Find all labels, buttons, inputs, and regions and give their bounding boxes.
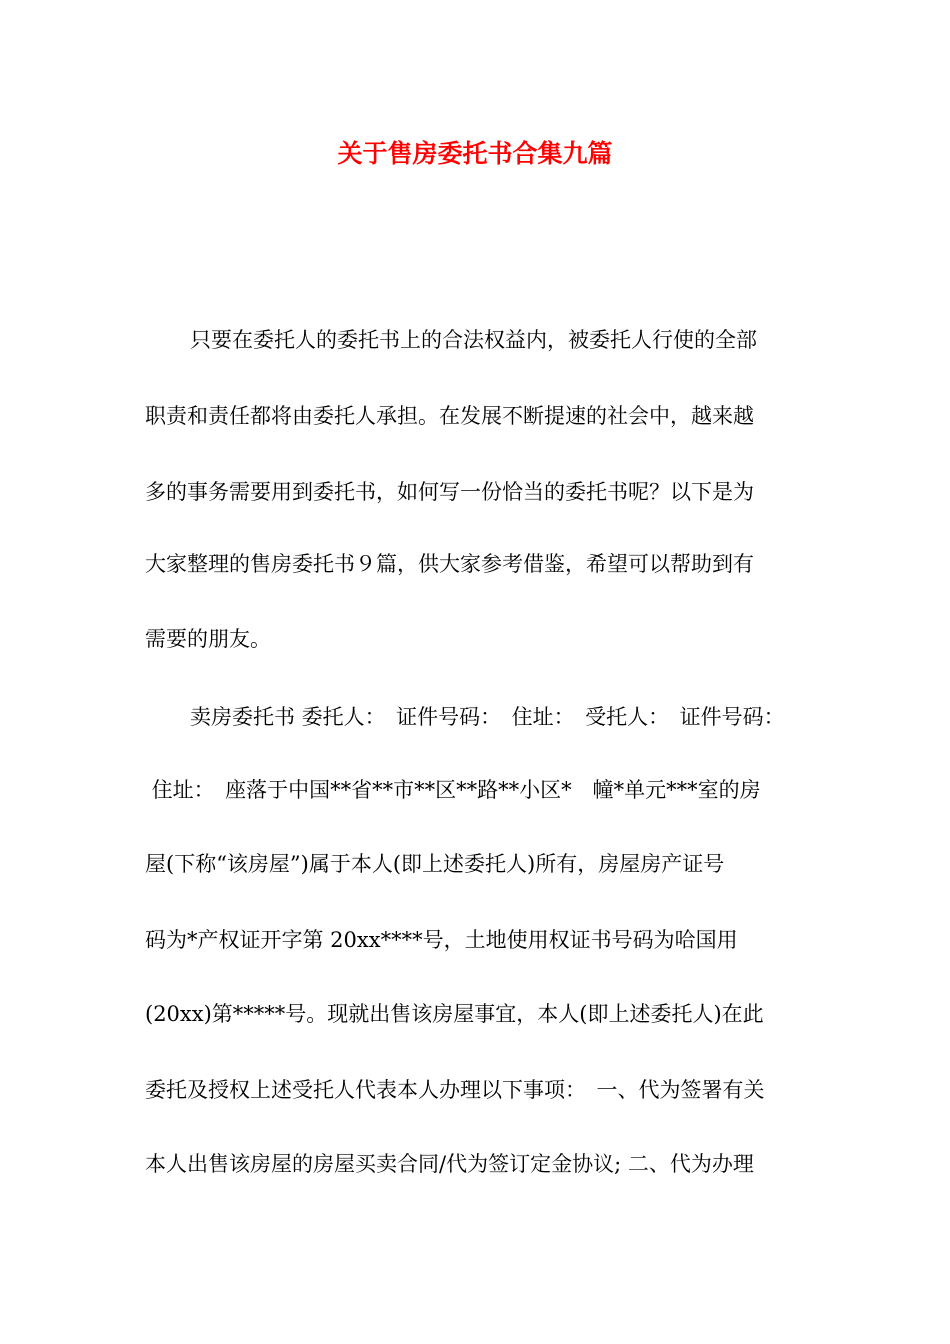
document-title: 关于售房委托书合集九篇 bbox=[337, 139, 613, 168]
paragraph-line: 屋(下称“该房屋”)属于本人(即上述委托人)所有，房屋房产证号 bbox=[145, 852, 725, 876]
paragraph-line: 只要在委托人的委托书上的合法权益内，被委托人行使的全部 bbox=[190, 328, 757, 352]
paragraph-line: 委托及授权上述受托人代表本人办理以下事项： 一、代为签署有关 bbox=[145, 1078, 765, 1102]
paragraph-line: 卖房委托书 委托人： 证件号码： 住址： 受托人： 证件号码： bbox=[190, 705, 785, 729]
paragraph-line: 住址： 座落于中国**省**市**区**路**小区* 幢*单元***室的房 bbox=[145, 778, 761, 802]
paragraph-line: (20xx)第*****号。现就出售该房屋事宜，本人(即上述委托人)在此 bbox=[145, 1002, 764, 1026]
paragraph-line: 职责和责任都将由委托人承担。在发展不断提速的社会中，越来越 bbox=[145, 404, 754, 428]
paragraph-line: 本人出售该房屋的房屋买卖合同/代为签订定金协议; 二、代为办理 bbox=[145, 1152, 754, 1176]
paragraph-line: 码为*产权证开字第 20xx****号，土地使用权证书号码为哈国用 bbox=[145, 928, 738, 952]
paragraph-line: 需要的朋友。 bbox=[145, 627, 271, 651]
paragraph-line: 多的事务需要用到委托书，如何写一份恰当的委托书呢？以下是为 bbox=[145, 480, 754, 504]
paragraph-line: 大家整理的售房委托书９篇，供大家参考借鉴，希望可以帮助到有 bbox=[145, 552, 754, 576]
